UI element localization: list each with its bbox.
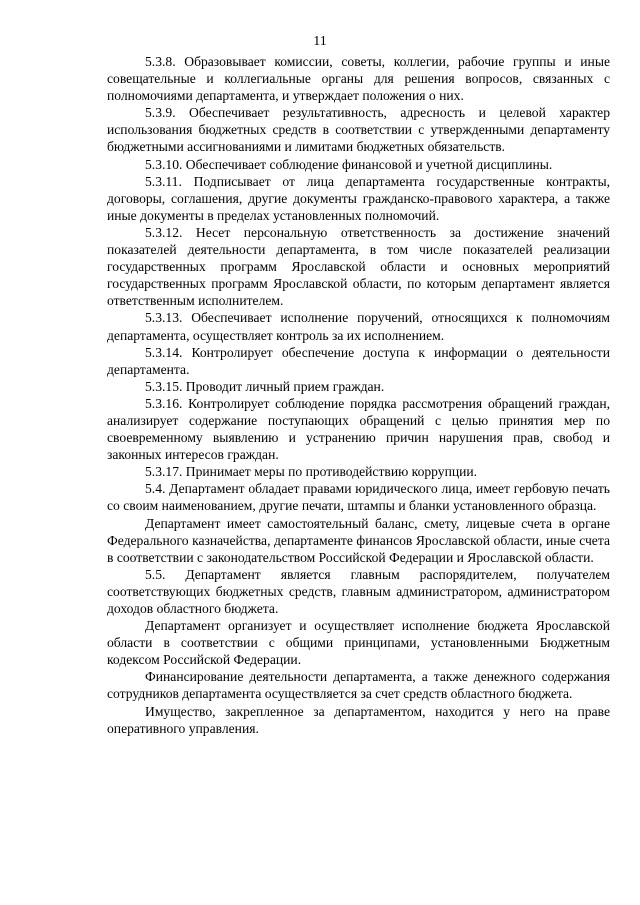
document-body — [107, 53, 610, 737]
paragraph-5-3-13: 5.3.13. Обеспечивает исполнение поручений, относящихся к полномочиям департамента, осуществляет контроль за их исполнением. — [107, 310, 610, 343]
paragraph-financing: Финансирование деятельности департамента, а также денежного содержания сотрудников департамента осуществляется за счет средств областного бюджета. — [107, 669, 610, 702]
paragraph-5-3-9: 5.3.9. Обеспечивает результативность, адресность и целевой характер использования бюджетных средств в соответствии с утвержденными департаменту бюджетными ассигнованиями и лимитами бюджетных обязательств. — [107, 105, 610, 155]
paragraph-5-4: 5.4. Департамент обладает правами юридического лица, имеет гербовую печать со своим наименованием, другие печати, штампы и бланки установленного образца. — [107, 481, 610, 514]
page-number: 11 — [313, 34, 327, 49]
paragraph-5-3-8: 5.3.8. Образовывает комиссии, советы, коллегии, рабочие группы и иные совещательные и коллегиальные органы для решения вопросов, связанных с полномочиями департамента, и утверждает положения о них. — [107, 54, 610, 104]
paragraph-5-3-16: 5.3.16. Контролирует соблюдение порядка рассмотрения обращений граждан, анализирует содержание поступающих обращений с целью принятия мер по своевременному выявлению и устранению причин нарушения прав, свобод и законных интересов граждан. — [107, 395, 610, 463]
paragraph-property: Имущество, закрепленное за департаментом, находится у него на праве оперативного управления. — [107, 703, 610, 736]
paragraph-5-3-17: 5.3.17. Принимает меры по противодействию коррупции. — [145, 464, 478, 480]
paragraph-5-3-15: 5.3.15. Проводит личный прием граждан. — [145, 378, 385, 394]
paragraph-5-5: 5.5. Департамент является главным распорядителем, получателем соответствующих бюджетных средств, главным администратором, администратором доходов областного бюджета. — [107, 566, 610, 616]
paragraph-5-3-14: 5.3.14. Контролирует обеспечение доступа к информации о деятельности департамента. — [107, 344, 610, 377]
paragraph-5-3-10: 5.3.10. Обеспечивает соблюдение финансовой и учетной дисциплины. — [145, 156, 553, 172]
paragraph-5-3-12: 5.3.12. Несет персональную ответственность за достижение значений показателей деятельности департамента, в том числе показателей реализации государственных программ Ярославской области и основных мероприятий государственных программ Ярославской области, по которым департамент является ответственным исполнителем. — [107, 224, 610, 309]
paragraph-balance: Департамент имеет самостоятельный баланс, смету, лицевые счета в органе Федерального казначейства, департаменте финансов Ярославской области, иные счета в соответствии с законодательством Российской Федерации и Ярославской области. — [107, 515, 610, 565]
paragraph-5-3-11: 5.3.11. Подписывает от лица департамента государственные контракты, договоры, соглашения, другие документы гражданско-правового характера, а также иные документы в пределах установленных полномочий. — [107, 173, 610, 223]
paragraph-budget-execution: Департамент организует и осуществляет исполнение бюджета Ярославской области в соответствии с общими принципами, установленными Бюджетным кодексом Российской Федерации. — [107, 618, 610, 668]
